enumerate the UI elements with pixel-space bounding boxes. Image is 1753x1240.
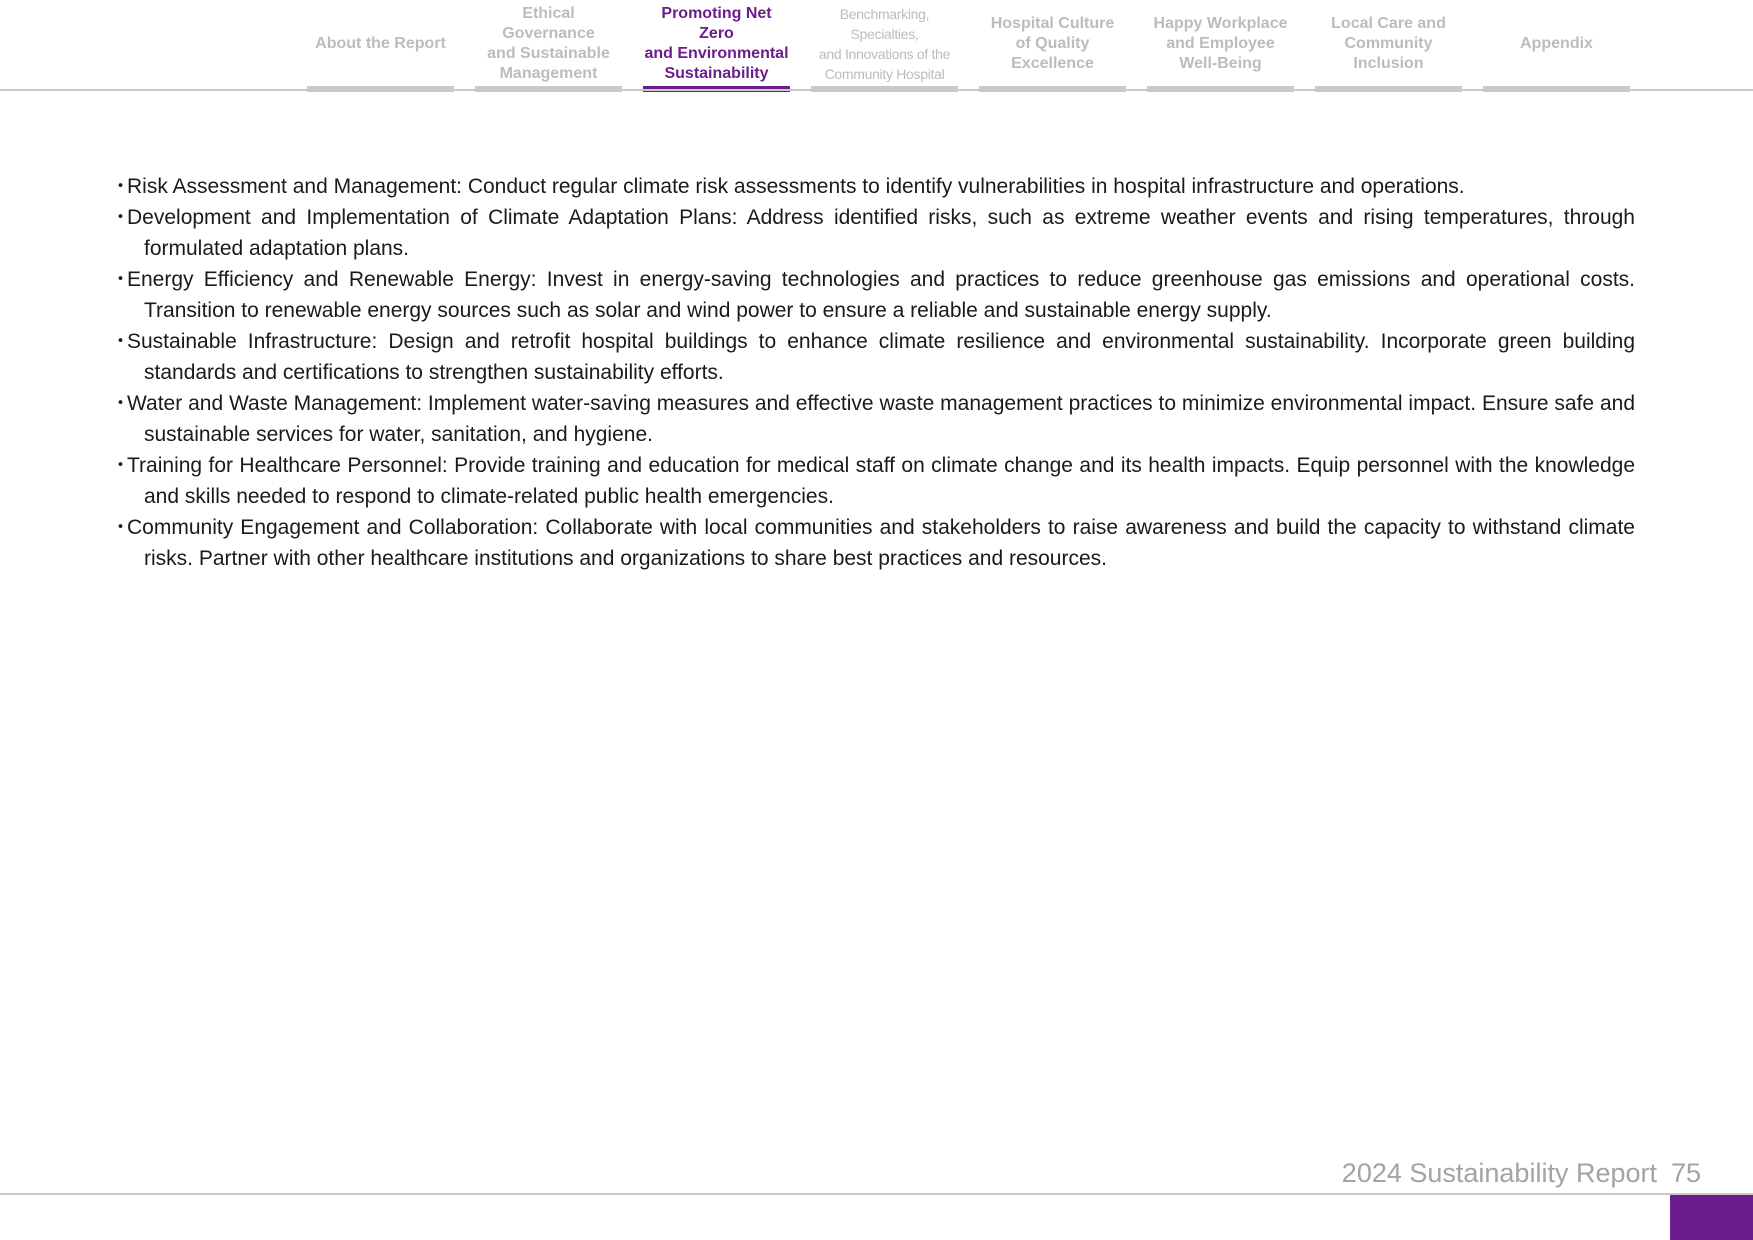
list-item: [110, 450, 1635, 512]
footer-divider: [0, 1193, 1753, 1195]
bullet-dot: ・: [110, 268, 131, 291]
tab-net-zero-environmental[interactable]: [643, 0, 790, 92]
list-item-text: Community Engagement and Collaboration: Collaborate with local communities and stakeholders to raise awareness and build the capacity to withstand climate risks. Partner with other healthcare institutions and organizations to share best practices and resources.: [127, 516, 1635, 570]
bullet-dot: ・: [110, 330, 131, 353]
tab-about-the-report[interactable]: [307, 0, 454, 92]
tab-label: Appendix: [1520, 35, 1593, 52]
tab-label: Local Care and Community Inclusion: [1331, 15, 1446, 72]
tab-label: Ethical Governance and Sustainable Management: [487, 5, 610, 82]
list-item: [110, 264, 1635, 326]
footer-accent-block: [1670, 1195, 1753, 1240]
tab-happy-workplace[interactable]: [1147, 0, 1294, 92]
list-item: [110, 171, 1635, 202]
bullet-dot: ・: [110, 516, 131, 539]
list-item: [110, 202, 1635, 264]
list-item: [110, 326, 1635, 388]
list-item-text: Energy Efficiency and Renewable Energy: Invest in energy-saving technologies and practices to reduce greenhouse gas emissions and operational costs. Transition to renewable energy sources such as solar and wind power to ensure a reliable and sustainable energy supply.: [127, 268, 1635, 322]
list-item: [110, 512, 1635, 574]
list-item-text: Training for Healthcare Personnel: Provide training and education for medical staff on climate change and its health impacts. Equip personnel with the knowledge and skills needed to respond to climate-related public health emergencies.: [127, 454, 1635, 508]
list-item: [110, 388, 1635, 450]
climate-measures-list: [110, 171, 1635, 574]
tab-ethical-governance[interactable]: [475, 0, 622, 92]
report-title: 2024 Sustainability Report: [1341, 1158, 1657, 1188]
tab-label: About the Report: [315, 35, 446, 52]
tab-label: Happy Workplace and Employee Well-Being: [1153, 15, 1288, 72]
tab-hospital-culture[interactable]: [979, 0, 1126, 92]
bullet-dot: ・: [110, 392, 131, 415]
page-number: 75: [1670, 1158, 1701, 1188]
list-item-text: Water and Waste Management: Implement water-saving measures and effective waste management practices to minimize environmental impact. Ensure safe and sustainable services for water, sanitation, and hygiene.: [127, 392, 1635, 446]
tab-appendix[interactable]: [1483, 0, 1630, 92]
list-item-text: Development and Implementation of Climate Adaptation Plans: Address identified risks, such as extreme weather events and rising temperatures, through formulated adaptation plans.: [127, 206, 1635, 260]
tab-benchmarking-specialties[interactable]: [811, 0, 958, 92]
section-tabs: [307, 0, 1630, 92]
list-item-text: Risk Assessment and Management: Conduct regular climate risk assessments to identify vulnerabilities in hospital infrastructure and operations.: [127, 175, 1465, 198]
tab-label: Promoting Net Zero and Environmental Sustainability: [644, 5, 789, 82]
bullet-dot: ・: [110, 206, 131, 229]
tab-label: Benchmarking, Specialties, and Innovations of the Community Hospital: [818, 6, 951, 82]
list-item-text: Sustainable Infrastructure: Design and retrofit hospital buildings to enhance climate resilience and environmental sustainability. Incorporate green building standards and certifications to strengthen sustainability efforts.: [127, 330, 1635, 384]
header-divider: [0, 89, 1753, 91]
top-navigation: [0, 0, 1753, 92]
tab-label: Hospital Culture of Quality Excellence: [990, 15, 1115, 72]
bullet-dot: ・: [110, 454, 131, 477]
bullet-dot: ・: [110, 175, 131, 198]
tab-local-care[interactable]: [1315, 0, 1462, 92]
